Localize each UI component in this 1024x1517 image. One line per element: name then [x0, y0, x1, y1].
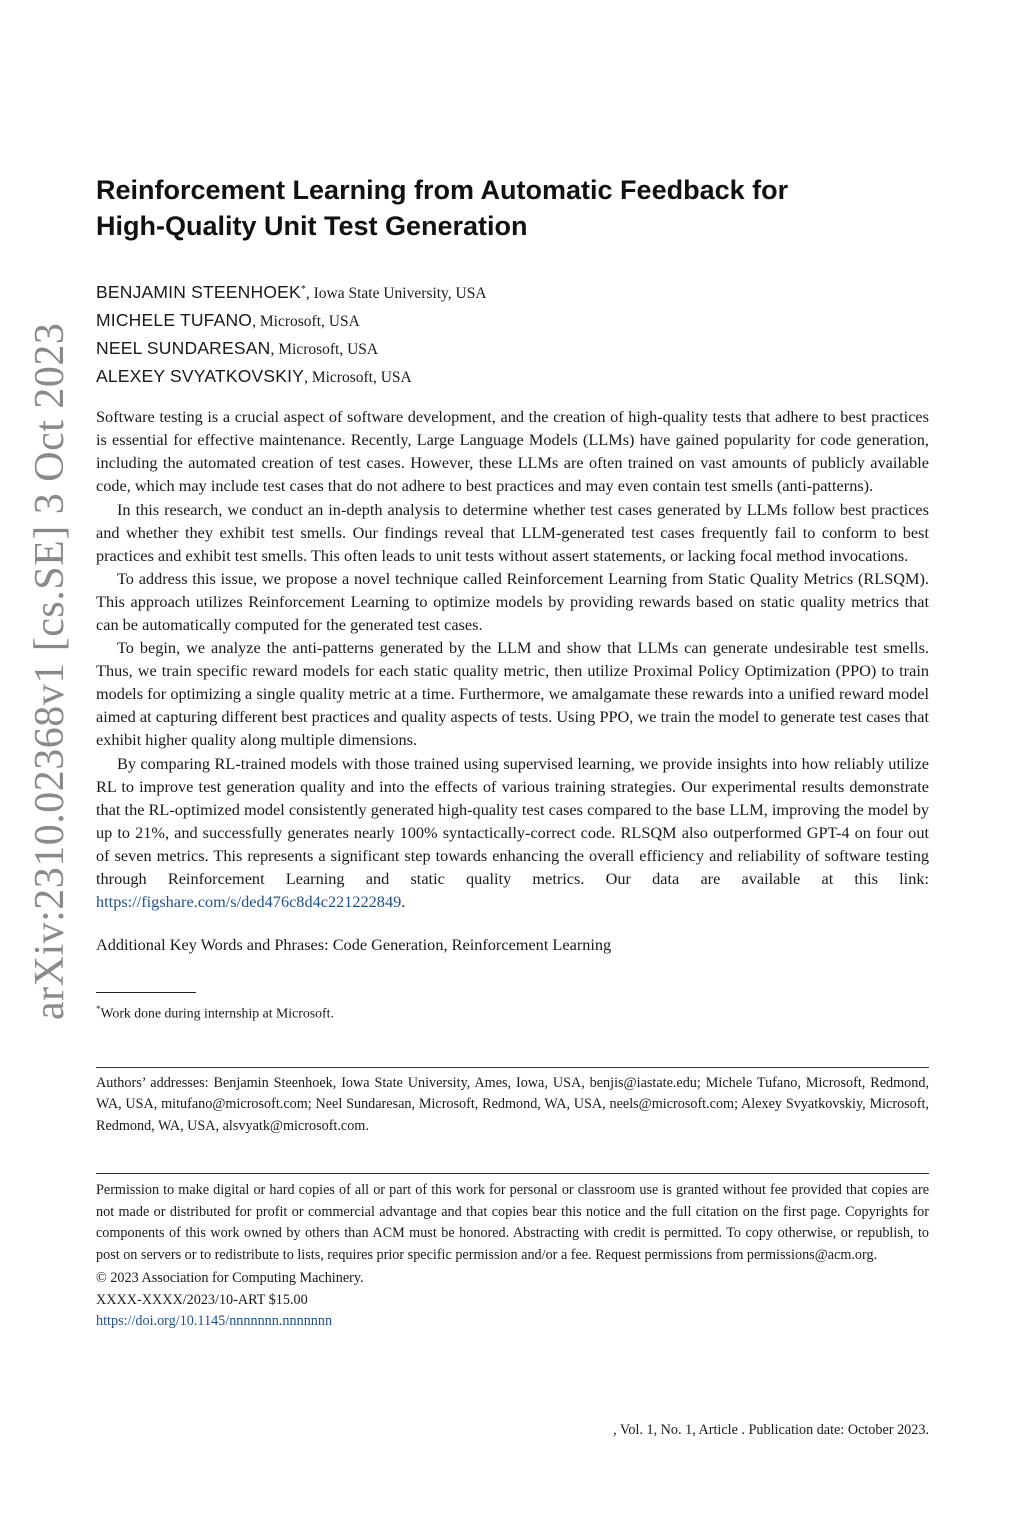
issn-line: XXXX-XXXX/2023/10-ART $15.00 — [96, 1291, 308, 1308]
paper-title — [96, 172, 929, 244]
publication-footer: , Vol. 1, No. 1, Article . Publication date: October 2023. — [613, 1422, 929, 1438]
abstract-paragraph — [96, 752, 929, 914]
author-entry — [96, 307, 929, 335]
author-affiliation: , Microsoft, USA — [304, 369, 412, 387]
footnote-divider — [96, 992, 196, 993]
author-footnote-mark: * — [300, 284, 306, 295]
doi-line — [96, 1311, 929, 1333]
author-entry — [96, 276, 929, 307]
abstract-paragraph: To address this issue, we propose a novel technique called Reinforcement Learning from Static Quality Metrics (RLSQM). This approach utilizes Reinforcement Learning to optimize models by providing rewards based on static quality metrics that can be automatically computed for the generated test cases. — [96, 568, 929, 634]
paper-first-page — [96, 172, 929, 1333]
abstract-paragraph: Software testing is a crucial aspect of software development, and the creation of high-quality tests that adhere to best practices is essential for effective maintenance. Recently, Large Language Models (LLMs) have gained popularity for code generation, including the automated creation of test cases. However, these LLMs are often trained on vast amounts of publicly available code, which may include test cases that do not adhere to best practices and may even contain test smells (anti-patterns). — [96, 407, 929, 496]
author-affiliation: , Iowa State University, USA — [305, 285, 487, 303]
permissions-section — [96, 1167, 929, 1333]
author-name: BENJAMIN STEENHOEK — [96, 282, 301, 303]
abstract-paragraph-end: . — [401, 892, 406, 912]
author-addresses-section — [96, 1062, 929, 1138]
author-list — [96, 276, 929, 391]
abstract-paragraph: In this research, we conduct an in-depth analysis to determine whether test cases generated by LLMs follow best practices and whether they exhibit test smells. Our findings reveal that LLM-generated test cases frequently fail to conform to best practices and exhibit test smells. This often leads to unit tests without assert statements, or lacking focal method invocations. — [96, 499, 929, 565]
author-entry — [96, 335, 929, 363]
abstract-paragraph: To begin, we analyze the anti-patterns generated by the LLM and show that LLMs can generate undesirable test smells. Thus, we train specific reward models for each static quality metric, then utilize Proximal Policy Optimization (PPO) to train models for optimizing a single quality metric at a time. Furthermore, we amalgamate these rewards into a unified reward model aimed at capturing different best practices and quality aspects of tests. Using PPO, we train the model to generate test cases that exhibit higher quality along multiple dimensions. — [96, 638, 929, 750]
author-entry — [96, 363, 929, 391]
doi-link[interactable]: https://doi.org/10.1145/nnnnnnn.nnnnnnn — [96, 1313, 333, 1330]
author-name: ALEXEY SVYATKOVSKIY — [96, 366, 305, 387]
title-line-2: High-Quality Unit Test Generation — [96, 211, 528, 241]
author-name: MICHELE TUFANO — [96, 310, 253, 331]
abstract-paragraph-text: By comparing RL-trained models with those trained using supervised learning, we provide insights into how reliably utilize RL to improve test generation quality and into the effects of various training strategies. Our experimental results demonstrate that the RL-optimized model consistently generated high-quality test cases compared to the base LLM, improving the model by up to 21%, and successfully generates nearly 100% syntactically-correct code. RLSQM also outperformed GPT-4 on four out of seven metrics. This represents a significant step towards enhancing the overall efficiency and reliability of software testing through Reinforcement Learning and static quality metrics. Our data are available at this link: — [96, 753, 929, 889]
title-line-1: Reinforcement Learning from Automatic Feedback for — [96, 175, 789, 205]
addresses-divider — [96, 1067, 929, 1068]
abstract — [96, 405, 929, 913]
author-affiliation: , Microsoft, USA — [270, 341, 379, 359]
permissions-divider — [96, 1173, 929, 1174]
copyright-line: © 2023 Association for Computing Machinery. — [96, 1270, 364, 1287]
author-affiliation: , Microsoft, USA — [252, 313, 360, 331]
footnote-text: Work done during internship at Microsoft. — [100, 1005, 334, 1021]
footnote — [96, 999, 929, 1024]
author-addresses: Authors’ addresses: Benjamin Steenhoek, Iowa State University, Ames, Iowa, USA, benjis@iastate.edu; Michele Tufano, Microsoft, Redmond, WA, USA, mitufano@microsoft.com; Neel Sundaresan, Microsoft, Redmond, WA, USA, neels@microsoft.com; Alexey Svyatkovskiy, Microsoft, Redmond, WA, USA, alsvyatk@microsoft.com. — [96, 1074, 929, 1134]
keywords: Additional Key Words and Phrases: Code Generation, Reinforcement Learning — [96, 935, 612, 955]
permissions-notice: Permission to make digital or hard copies of all or part of this work for personal or classroom use is granted without fee provided that copies are not made or distributed for profit or commercial advantage and that copies bear this notice and the full citation on the first page. Copyrights for components of this work owned by others than ACM must be honored. Abstracting with credit is permitted. To copy otherwise, or republish, to post on servers or to redistribute to lists, requires prior specific permission and/or a fee. Request permissions from permissions@acm.org. — [96, 1182, 929, 1263]
footnote-mark: * — [96, 1004, 101, 1015]
arxiv-identifier: arXiv:2310.02368v1 [cs.SE] 3 Oct 2023 — [27, 322, 73, 1020]
author-name: NEEL SUNDARESAN — [96, 338, 271, 359]
data-availability-link[interactable]: https://figshare.com/s/ded476c8d4c221222849 — [96, 892, 402, 912]
